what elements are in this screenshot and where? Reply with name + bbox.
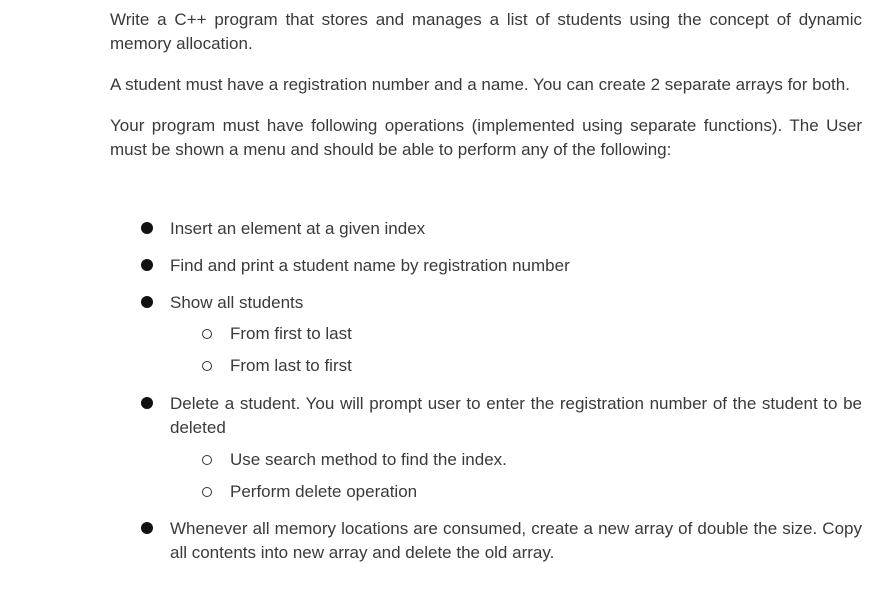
operation-delete: Delete a student. You will prompt user to enter the registration number of the student to be deleted [170,394,862,437]
bullet-icon [141,259,153,271]
suboption-last-to-first: From last to first [230,356,352,375]
operation-resize: Whenever all memory locations are consumed, create a new array of double the size. Copy all contents into new array and delete the old array. [170,519,862,562]
operation-find: Find and print a student name by registration number [170,256,570,275]
intro-paragraph-1: Write a C++ program that stores and manages a list of students using the concept of dynamic memory allocation. [110,10,862,53]
operation-show-all: Show all students [170,293,304,312]
intro-paragraph-2: A student must have a registration number and a name. You can create 2 separate arrays for both. [110,75,850,94]
bullet-icon [141,397,153,409]
hollow-circle-icon [202,455,212,465]
assignment-text [110,8,862,162]
hollow-circle-icon [202,329,212,339]
hollow-circle-icon [202,487,212,497]
bullet-icon [141,296,153,308]
suboption-search: Use search method to find the index. [230,450,507,469]
suboption-first-to-last: From first to last [230,324,352,343]
suboption-delete: Perform delete operation [230,482,418,501]
hollow-circle-icon [202,361,212,371]
bullet-icon [141,222,153,234]
intro-paragraph-3: Your program must have following operations (implemented using separate functions). The User must be shown a menu and should be able to perform any of the following: [110,116,862,159]
bullet-icon [141,522,153,534]
operation-insert: Insert an element at a given index [170,219,426,238]
